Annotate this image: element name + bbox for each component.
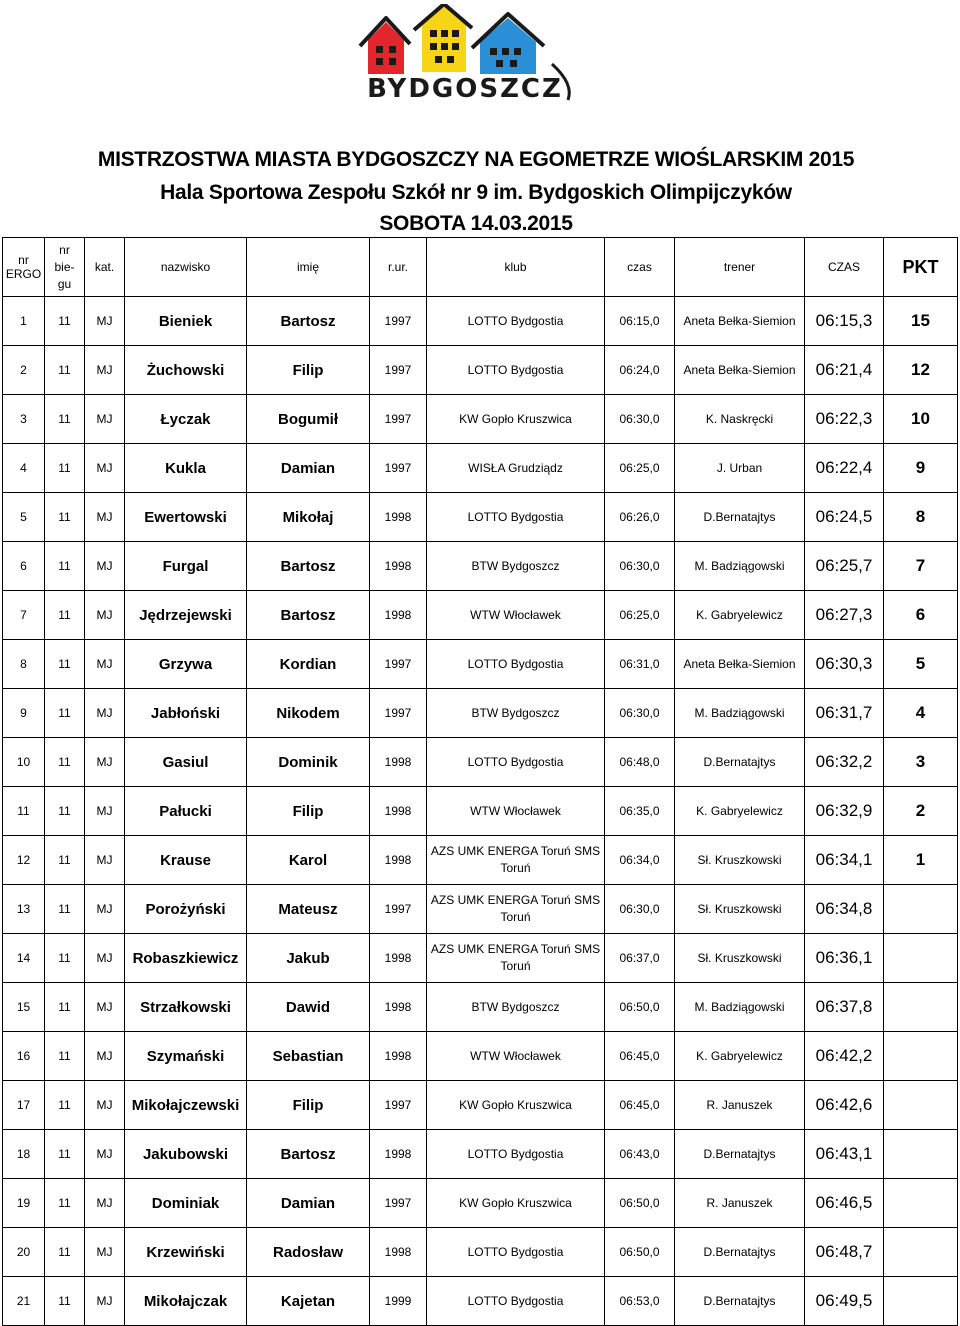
cell-trener: D.Bernatajtys xyxy=(675,738,805,787)
cell-trener: D.Bernatajtys xyxy=(675,493,805,542)
cell-trener: D.Bernatajtys xyxy=(675,1130,805,1179)
col-rur: r.ur. xyxy=(370,238,427,297)
cell-klub: LOTTO Bydgostia xyxy=(427,346,605,395)
table-row xyxy=(3,346,958,395)
cell-kat: MJ xyxy=(85,591,125,640)
cell-rok-urodzenia: 1998 xyxy=(370,787,427,836)
cell-czas: 06:50,0 xyxy=(605,1228,675,1277)
cell-trener: J. Urban xyxy=(675,444,805,493)
cell-kat: MJ xyxy=(85,542,125,591)
cell-imie: Dawid xyxy=(247,983,370,1032)
cell-rok-urodzenia: 1997 xyxy=(370,640,427,689)
cell-nazwisko: Krause xyxy=(125,836,247,885)
cell-nr-biegu: 11 xyxy=(45,787,85,836)
cell-imie: Filip xyxy=(247,1081,370,1130)
table-row xyxy=(3,836,958,885)
table-row xyxy=(3,444,958,493)
cell-kat: MJ xyxy=(85,1032,125,1081)
cell-nr-biegu: 11 xyxy=(45,297,85,346)
cell-czas-final: 06:42,2 xyxy=(805,1032,884,1081)
cell-rok-urodzenia: 1997 xyxy=(370,689,427,738)
cell-klub: LOTTO Bydgostia xyxy=(427,640,605,689)
cell-czas: 06:50,0 xyxy=(605,1179,675,1228)
cell-pkt xyxy=(884,1179,958,1228)
cell-rok-urodzenia: 1999 xyxy=(370,1277,427,1326)
cell-nr-ergo: 15 xyxy=(3,983,45,1032)
cell-klub: AZS UMK ENERGA Toruń SMS Toruń xyxy=(427,836,605,885)
cell-imie: Damian xyxy=(247,1179,370,1228)
cell-imie: Kordian xyxy=(247,640,370,689)
cell-trener: R. Januszek xyxy=(675,1081,805,1130)
cell-klub: AZS UMK ENERGA Toruń SMS Toruń xyxy=(427,885,605,934)
cell-nr-ergo: 2 xyxy=(3,346,45,395)
cell-nazwisko: Furgal xyxy=(125,542,247,591)
header-row xyxy=(3,238,958,297)
cell-nazwisko: Żuchowski xyxy=(125,346,247,395)
cell-nr-biegu: 11 xyxy=(45,934,85,983)
cell-nr-ergo: 1 xyxy=(3,297,45,346)
cell-nazwisko: Strzałkowski xyxy=(125,983,247,1032)
cell-rok-urodzenia: 1998 xyxy=(370,591,427,640)
cell-nr-biegu: 11 xyxy=(45,983,85,1032)
cell-czas-final: 06:25,7 xyxy=(805,542,884,591)
cell-czas-final: 06:30,3 xyxy=(805,640,884,689)
cell-czas-final: 06:21,4 xyxy=(805,346,884,395)
cell-nr-biegu: 11 xyxy=(45,836,85,885)
cell-pkt: 4 xyxy=(884,689,958,738)
cell-nr-biegu: 11 xyxy=(45,738,85,787)
cell-imie: Bartosz xyxy=(247,297,370,346)
table-row xyxy=(3,934,958,983)
cell-nr-ergo: 3 xyxy=(3,395,45,444)
cell-trener: Sł. Kruszkowski xyxy=(675,934,805,983)
col-trener: trener xyxy=(675,238,805,297)
cell-trener: K. Gabryelewicz xyxy=(675,1032,805,1081)
cell-kat: MJ xyxy=(85,836,125,885)
cell-imie: Radosław xyxy=(247,1228,370,1277)
cell-nr-biegu: 11 xyxy=(45,640,85,689)
cell-czas-final: 06:46,5 xyxy=(805,1179,884,1228)
cell-kat: MJ xyxy=(85,640,125,689)
cell-klub: WTW Włocławek xyxy=(427,1032,605,1081)
cell-trener: R. Januszek xyxy=(675,1179,805,1228)
cell-nr-ergo: 16 xyxy=(3,1032,45,1081)
cell-kat: MJ xyxy=(85,1228,125,1277)
cell-czas-final: 06:32,2 xyxy=(805,738,884,787)
cell-kat: MJ xyxy=(85,493,125,542)
table-row xyxy=(3,591,958,640)
cell-pkt: 6 xyxy=(884,591,958,640)
cell-nazwisko: Mikołajczak xyxy=(125,1277,247,1326)
cell-czas-final: 06:37,8 xyxy=(805,983,884,1032)
col-czas-final: CZAS xyxy=(805,238,884,297)
cell-nr-ergo: 20 xyxy=(3,1228,45,1277)
cell-czas: 06:15,0 xyxy=(605,297,675,346)
cell-kat: MJ xyxy=(85,983,125,1032)
cell-nr-ergo: 8 xyxy=(3,640,45,689)
cell-imie: Dominik xyxy=(247,738,370,787)
cell-pkt: 1 xyxy=(884,836,958,885)
cell-nazwisko: Szymański xyxy=(125,1032,247,1081)
cell-nr-ergo: 11 xyxy=(3,787,45,836)
cell-trener: Sł. Kruszkowski xyxy=(675,836,805,885)
table-row xyxy=(3,395,958,444)
cell-klub: LOTTO Bydgostia xyxy=(427,297,605,346)
cell-nr-ergo: 4 xyxy=(3,444,45,493)
cell-klub: LOTTO Bydgostia xyxy=(427,738,605,787)
cell-kat: MJ xyxy=(85,1130,125,1179)
cell-kat: MJ xyxy=(85,934,125,983)
cell-rok-urodzenia: 1998 xyxy=(370,934,427,983)
cell-imie: Bartosz xyxy=(247,1130,370,1179)
cell-imie: Mateusz xyxy=(247,885,370,934)
cell-nazwisko: Grzywa xyxy=(125,640,247,689)
cell-imie: Nikodem xyxy=(247,689,370,738)
cell-rok-urodzenia: 1998 xyxy=(370,542,427,591)
cell-nazwisko: Ewertowski xyxy=(125,493,247,542)
cell-imie: Bartosz xyxy=(247,542,370,591)
cell-nr-biegu: 11 xyxy=(45,885,85,934)
cell-czas: 06:30,0 xyxy=(605,689,675,738)
cell-czas-final: 06:22,4 xyxy=(805,444,884,493)
cell-nr-ergo: 19 xyxy=(3,1179,45,1228)
table-row xyxy=(3,885,958,934)
cell-imie: Bogumił xyxy=(247,395,370,444)
table-row xyxy=(3,1179,958,1228)
svg-text:BYDGOSZCZ: BYDGOSZCZ xyxy=(367,74,563,104)
cell-nr-biegu: 11 xyxy=(45,1130,85,1179)
cell-pkt xyxy=(884,1228,958,1277)
cell-imie: Jakub xyxy=(247,934,370,983)
cell-nazwisko: Porożyński xyxy=(125,885,247,934)
cell-czas-final: 06:24,5 xyxy=(805,493,884,542)
col-imie: imię xyxy=(247,238,370,297)
cell-czas-final: 06:34,8 xyxy=(805,885,884,934)
cell-kat: MJ xyxy=(85,1277,125,1326)
cell-pkt: 8 xyxy=(884,493,958,542)
cell-kat: MJ xyxy=(85,1081,125,1130)
col-nr-ergo: nr ERGO xyxy=(3,238,45,297)
cell-rok-urodzenia: 1998 xyxy=(370,738,427,787)
cell-nr-biegu: 11 xyxy=(45,591,85,640)
cell-nr-ergo: 13 xyxy=(3,885,45,934)
table-row xyxy=(3,787,958,836)
cell-imie: Mikołaj xyxy=(247,493,370,542)
cell-rok-urodzenia: 1998 xyxy=(370,1130,427,1179)
cell-nr-biegu: 11 xyxy=(45,1032,85,1081)
cell-nr-ergo: 14 xyxy=(3,934,45,983)
cell-czas-final: 06:36,1 xyxy=(805,934,884,983)
cell-klub: WTW Włocławek xyxy=(427,787,605,836)
cell-imie: Damian xyxy=(247,444,370,493)
cell-nr-ergo: 18 xyxy=(3,1130,45,1179)
cell-czas-final: 06:42,6 xyxy=(805,1081,884,1130)
cell-kat: MJ xyxy=(85,1179,125,1228)
document-title: MISTRZOSTWA MIASTA BYDGOSZCZY NA EGOMETRZE WIOŚLARSKIM 2015 xyxy=(97,148,855,171)
cell-klub: KW Gopło Kruszwica xyxy=(427,395,605,444)
cell-nazwisko: Dominiak xyxy=(125,1179,247,1228)
cell-nr-biegu: 11 xyxy=(45,542,85,591)
cell-imie: Filip xyxy=(247,787,370,836)
cell-czas-final: 06:22,3 xyxy=(805,395,884,444)
cell-trener: M. Badziągowski xyxy=(675,542,805,591)
cell-pkt xyxy=(884,885,958,934)
cell-czas-final: 06:32,9 xyxy=(805,787,884,836)
table-row xyxy=(3,1228,958,1277)
col-pkt: PKT xyxy=(884,238,958,297)
cell-czas-final: 06:34,1 xyxy=(805,836,884,885)
cell-trener: M. Badziągowski xyxy=(675,689,805,738)
cell-czas-final: 06:27,3 xyxy=(805,591,884,640)
cell-nr-ergo: 9 xyxy=(3,689,45,738)
cell-pkt: 5 xyxy=(884,640,958,689)
cell-czas: 06:53,0 xyxy=(605,1277,675,1326)
cell-czas: 06:24,0 xyxy=(605,346,675,395)
cell-imie: Sebastian xyxy=(247,1032,370,1081)
cell-czas: 06:45,0 xyxy=(605,1032,675,1081)
cell-nr-biegu: 11 xyxy=(45,1277,85,1326)
cell-rok-urodzenia: 1998 xyxy=(370,493,427,542)
cell-kat: MJ xyxy=(85,738,125,787)
cell-nazwisko: Jędrzejewski xyxy=(125,591,247,640)
cell-nazwisko: Łyczak xyxy=(125,395,247,444)
cell-imie: Filip xyxy=(247,346,370,395)
cell-rok-urodzenia: 1997 xyxy=(370,1081,427,1130)
cell-klub: WTW Włocławek xyxy=(427,591,605,640)
cell-kat: MJ xyxy=(85,297,125,346)
cell-nr-ergo: 5 xyxy=(3,493,45,542)
cell-nr-ergo: 7 xyxy=(3,591,45,640)
cell-czas: 06:31,0 xyxy=(605,640,675,689)
cell-trener: Aneta Bełka-Siemion xyxy=(675,297,805,346)
cell-trener: Sł. Kruszkowski xyxy=(675,885,805,934)
cell-trener: K. Gabryelewicz xyxy=(675,591,805,640)
cell-rok-urodzenia: 1998 xyxy=(370,836,427,885)
cell-czas: 06:25,0 xyxy=(605,444,675,493)
col-nazwisko: nazwisko xyxy=(125,238,247,297)
cell-trener: K. Naskręcki xyxy=(675,395,805,444)
cell-czas: 06:45,0 xyxy=(605,1081,675,1130)
col-klub: klub xyxy=(427,238,605,297)
cell-trener: Aneta Bełka-Siemion xyxy=(675,346,805,395)
table-row xyxy=(3,1130,958,1179)
cell-pkt xyxy=(884,1277,958,1326)
cell-nr-ergo: 6 xyxy=(3,542,45,591)
cell-nazwisko: Bieniek xyxy=(125,297,247,346)
cell-czas: 06:30,0 xyxy=(605,885,675,934)
cell-nr-biegu: 11 xyxy=(45,1081,85,1130)
cell-klub: LOTTO Bydgostia xyxy=(427,1130,605,1179)
cell-nr-biegu: 11 xyxy=(45,493,85,542)
cell-nazwisko: Pałucki xyxy=(125,787,247,836)
col-kat: kat. xyxy=(85,238,125,297)
table-row xyxy=(3,542,958,591)
bydgoszcz-logo xyxy=(330,4,600,104)
cell-czas-final: 06:43,1 xyxy=(805,1130,884,1179)
cell-nr-ergo: 12 xyxy=(3,836,45,885)
cell-kat: MJ xyxy=(85,444,125,493)
document-subtitle-venue: Hala Sportowa Zespołu Szkół nr 9 im. Bydgoskich Olimpijczyków xyxy=(160,181,792,204)
cell-rok-urodzenia: 1997 xyxy=(370,1179,427,1228)
cell-czas-final: 06:15,3 xyxy=(805,297,884,346)
cell-rok-urodzenia: 1998 xyxy=(370,1228,427,1277)
cell-klub: KW Gopło Kruszwica xyxy=(427,1179,605,1228)
cell-imie: Karol xyxy=(247,836,370,885)
cell-czas: 06:37,0 xyxy=(605,934,675,983)
col-nr-biegu: nr bie- gu xyxy=(45,238,85,297)
cell-pkt: 7 xyxy=(884,542,958,591)
cell-trener: Aneta Bełka-Siemion xyxy=(675,640,805,689)
cell-nazwisko: Robaszkiewicz xyxy=(125,934,247,983)
cell-nr-ergo: 17 xyxy=(3,1081,45,1130)
cell-trener: K. Gabryelewicz xyxy=(675,787,805,836)
cell-klub: BTW Bydgoszcz xyxy=(427,542,605,591)
results-table xyxy=(2,237,958,1326)
table-row xyxy=(3,689,958,738)
cell-pkt xyxy=(884,983,958,1032)
cell-czas: 06:35,0 xyxy=(605,787,675,836)
cell-klub: AZS UMK ENERGA Toruń SMS Toruń xyxy=(427,934,605,983)
cell-czas: 06:30,0 xyxy=(605,395,675,444)
cell-nr-biegu: 11 xyxy=(45,395,85,444)
cell-pkt xyxy=(884,1130,958,1179)
cell-kat: MJ xyxy=(85,395,125,444)
cell-klub: BTW Bydgoszcz xyxy=(427,983,605,1032)
table-row xyxy=(3,1277,958,1326)
cell-klub: BTW Bydgoszcz xyxy=(427,689,605,738)
cell-nazwisko: Kukla xyxy=(125,444,247,493)
cell-nazwisko: Krzewiński xyxy=(125,1228,247,1277)
cell-pkt: 2 xyxy=(884,787,958,836)
cell-czas-final: 06:48,7 xyxy=(805,1228,884,1277)
cell-czas-final: 06:31,7 xyxy=(805,689,884,738)
cell-czas: 06:34,0 xyxy=(605,836,675,885)
cell-klub: KW Gopło Kruszwica xyxy=(427,1081,605,1130)
cell-czas: 06:48,0 xyxy=(605,738,675,787)
cell-imie: Bartosz xyxy=(247,591,370,640)
cell-klub: LOTTO Bydgostia xyxy=(427,493,605,542)
table-row xyxy=(3,1081,958,1130)
cell-imie: Kajetan xyxy=(247,1277,370,1326)
cell-czas: 06:43,0 xyxy=(605,1130,675,1179)
cell-nr-biegu: 11 xyxy=(45,444,85,493)
cell-nr-biegu: 11 xyxy=(45,689,85,738)
cell-czas: 06:50,0 xyxy=(605,983,675,1032)
cell-rok-urodzenia: 1998 xyxy=(370,1032,427,1081)
cell-rok-urodzenia: 1998 xyxy=(370,983,427,1032)
cell-klub: WISŁA Grudziądz xyxy=(427,444,605,493)
cell-rok-urodzenia: 1997 xyxy=(370,346,427,395)
cell-nazwisko: Jakubowski xyxy=(125,1130,247,1179)
cell-czas: 06:25,0 xyxy=(605,591,675,640)
cell-nazwisko: Gasiul xyxy=(125,738,247,787)
cell-nazwisko: Jabłoński xyxy=(125,689,247,738)
cell-nr-ergo: 21 xyxy=(3,1277,45,1326)
cell-pkt: 12 xyxy=(884,346,958,395)
document-subtitle-date: SOBOTA 14.03.2015 xyxy=(379,212,573,235)
cell-klub: LOTTO Bydgostia xyxy=(427,1228,605,1277)
table-row xyxy=(3,738,958,787)
cell-nr-biegu: 11 xyxy=(45,1228,85,1277)
cell-trener: M. Badziągowski xyxy=(675,983,805,1032)
cell-nazwisko: Mikołajczewski xyxy=(125,1081,247,1130)
cell-klub: LOTTO Bydgostia xyxy=(427,1277,605,1326)
cell-czas: 06:26,0 xyxy=(605,493,675,542)
cell-pkt: 10 xyxy=(884,395,958,444)
table-row xyxy=(3,640,958,689)
cell-pkt: 3 xyxy=(884,738,958,787)
table-row xyxy=(3,983,958,1032)
cell-rok-urodzenia: 1997 xyxy=(370,297,427,346)
col-czas: czas xyxy=(605,238,675,297)
cell-czas: 06:30,0 xyxy=(605,542,675,591)
table-row xyxy=(3,297,958,346)
table-row xyxy=(3,493,958,542)
cell-nr-biegu: 11 xyxy=(45,346,85,395)
cell-kat: MJ xyxy=(85,787,125,836)
cell-pkt: 9 xyxy=(884,444,958,493)
cell-rok-urodzenia: 1997 xyxy=(370,885,427,934)
cell-pkt xyxy=(884,1081,958,1130)
cell-kat: MJ xyxy=(85,689,125,738)
cell-trener: D.Bernatajtys xyxy=(675,1277,805,1326)
cell-pkt xyxy=(884,1032,958,1081)
cell-nr-ergo: 10 xyxy=(3,738,45,787)
cell-trener: D.Bernatajtys xyxy=(675,1228,805,1277)
cell-kat: MJ xyxy=(85,346,125,395)
cell-nr-biegu: 11 xyxy=(45,1179,85,1228)
cell-pkt xyxy=(884,934,958,983)
cell-czas-final: 06:49,5 xyxy=(805,1277,884,1326)
cell-rok-urodzenia: 1997 xyxy=(370,395,427,444)
cell-pkt: 15 xyxy=(884,297,958,346)
table-row xyxy=(3,1032,958,1081)
cell-kat: MJ xyxy=(85,885,125,934)
cell-rok-urodzenia: 1997 xyxy=(370,444,427,493)
